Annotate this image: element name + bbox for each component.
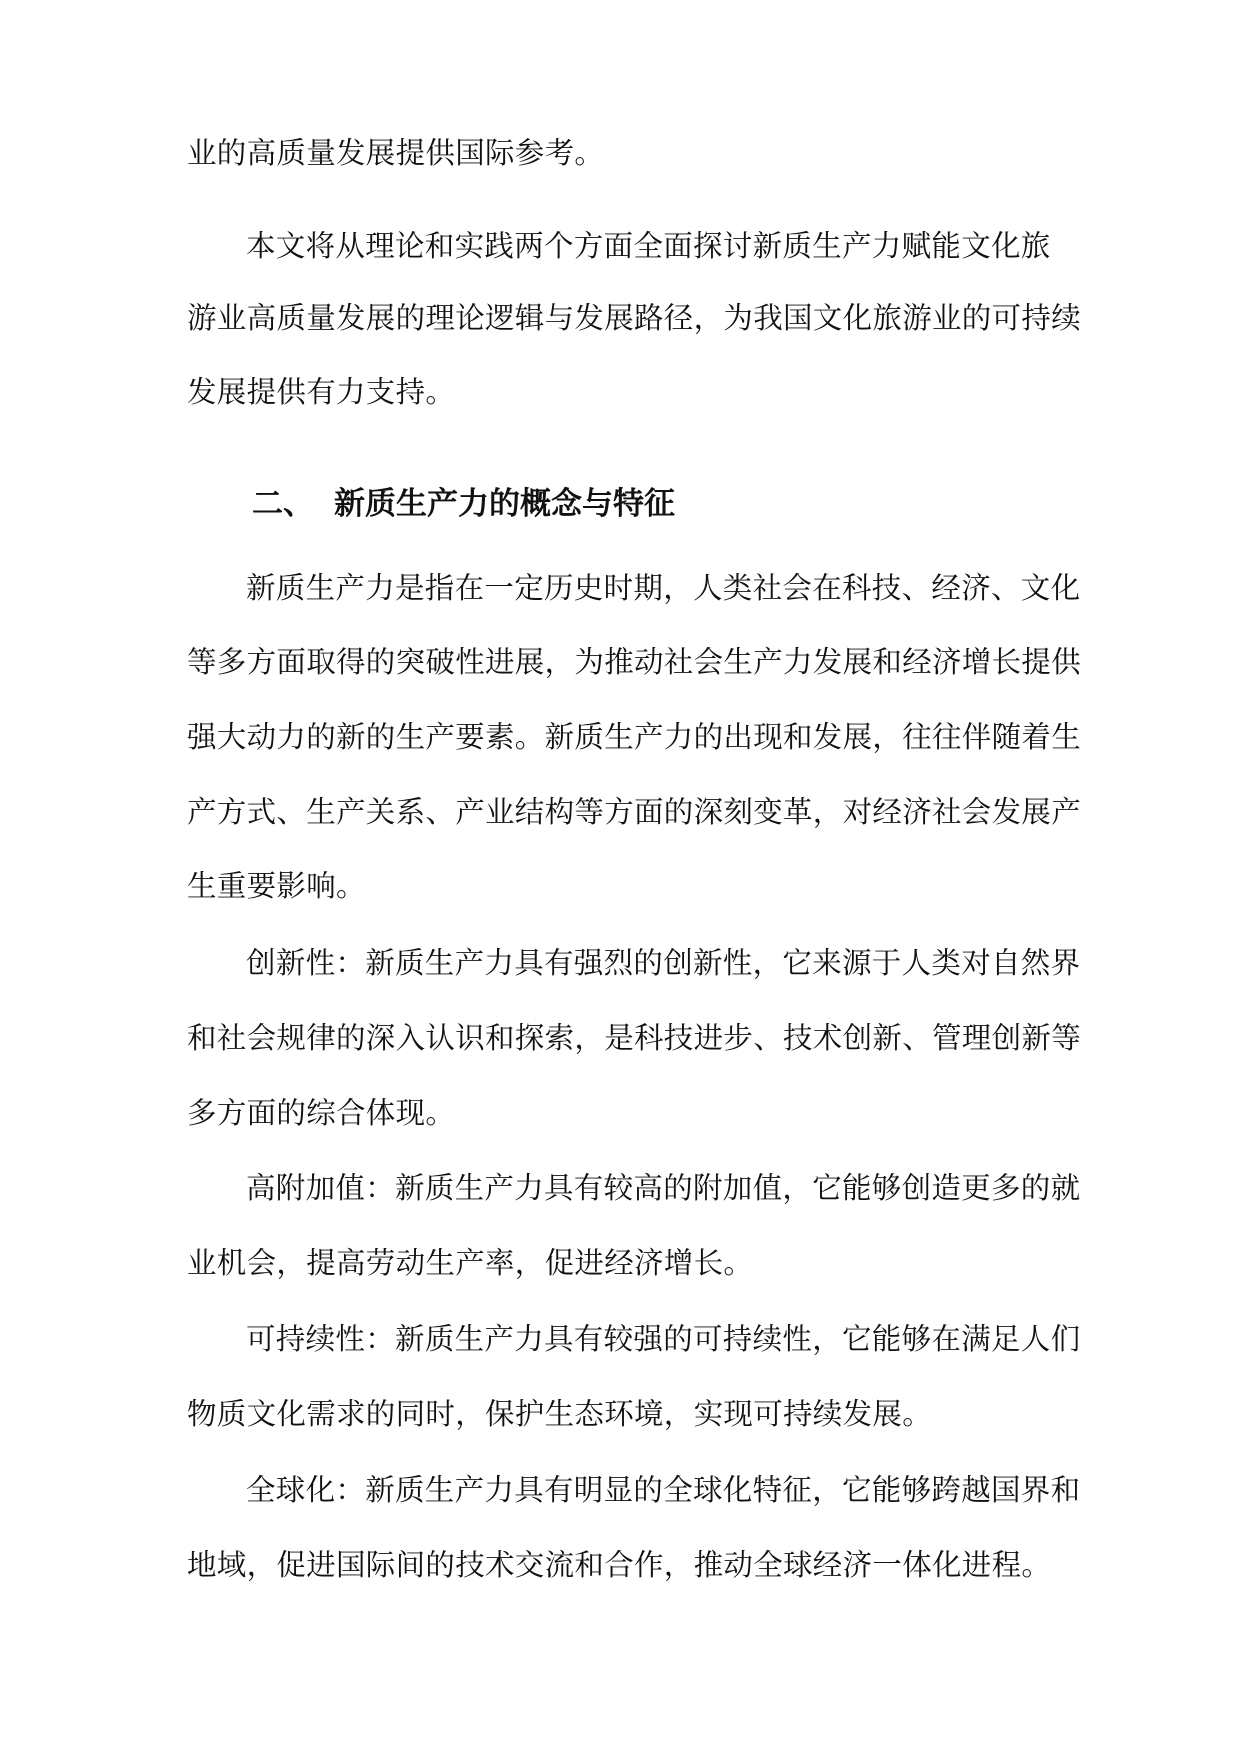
section-number: 二、: [252, 486, 314, 522]
section-heading: [252, 483, 675, 525]
section-title: 新质生产力的概念与特征: [334, 486, 675, 522]
paragraph-line: 物质文化需求的同时，保护生态环境，实现可持续发展。: [187, 1397, 933, 1431]
paragraph-line: 多方面的综合体现。: [187, 1096, 456, 1130]
paragraph-line: 强大动力的新的生产要素。新质生产力的出现和发展，往往伴随着生: [187, 720, 1082, 754]
paragraph-line: 可持续性：新质生产力具有较强的可持续性，它能够在满足人们: [246, 1322, 1081, 1356]
paragraph-line: 和社会规律的深入认识和探索，是科技进步、技术创新、管理创新等: [187, 1021, 1082, 1055]
paragraph-line: 等多方面取得的突破性进展，为推动社会生产力发展和经济增长提供: [187, 645, 1082, 679]
paragraph-line: 生重要影响。: [187, 869, 366, 903]
paragraph-line: 本文将从理论和实践两个方面全面探讨新质生产力赋能文化旅: [246, 229, 1051, 263]
paragraph-line: 产方式、生产关系、产业结构等方面的深刻变革，对经济社会发展产: [187, 795, 1082, 829]
paragraph-line: 业的高质量发展提供国际参考。: [187, 136, 605, 170]
paragraph-line: 地域，促进国际间的技术交流和合作，推动全球经济一体化进程。: [187, 1548, 1052, 1582]
paragraph-line: 新质生产力是指在一定历史时期，人类社会在科技、经济、文化: [246, 571, 1081, 605]
paragraph-line: 游业高质量发展的理论逻辑与发展路径，为我国文化旅游业的可持续: [187, 301, 1082, 335]
paragraph-line: 创新性：新质生产力具有强烈的创新性，它来源于人类对自然界: [246, 946, 1081, 980]
paragraph-line: 全球化：新质生产力具有明显的全球化特征，它能够跨越国界和: [246, 1473, 1081, 1507]
paragraph-line: 发展提供有力支持。: [187, 375, 456, 409]
paragraph-line: 高附加值：新质生产力具有较高的附加值，它能够创造更多的就: [246, 1171, 1081, 1205]
paragraph-line: 业机会，提高劳动生产率，促进经济增长。: [187, 1246, 754, 1280]
